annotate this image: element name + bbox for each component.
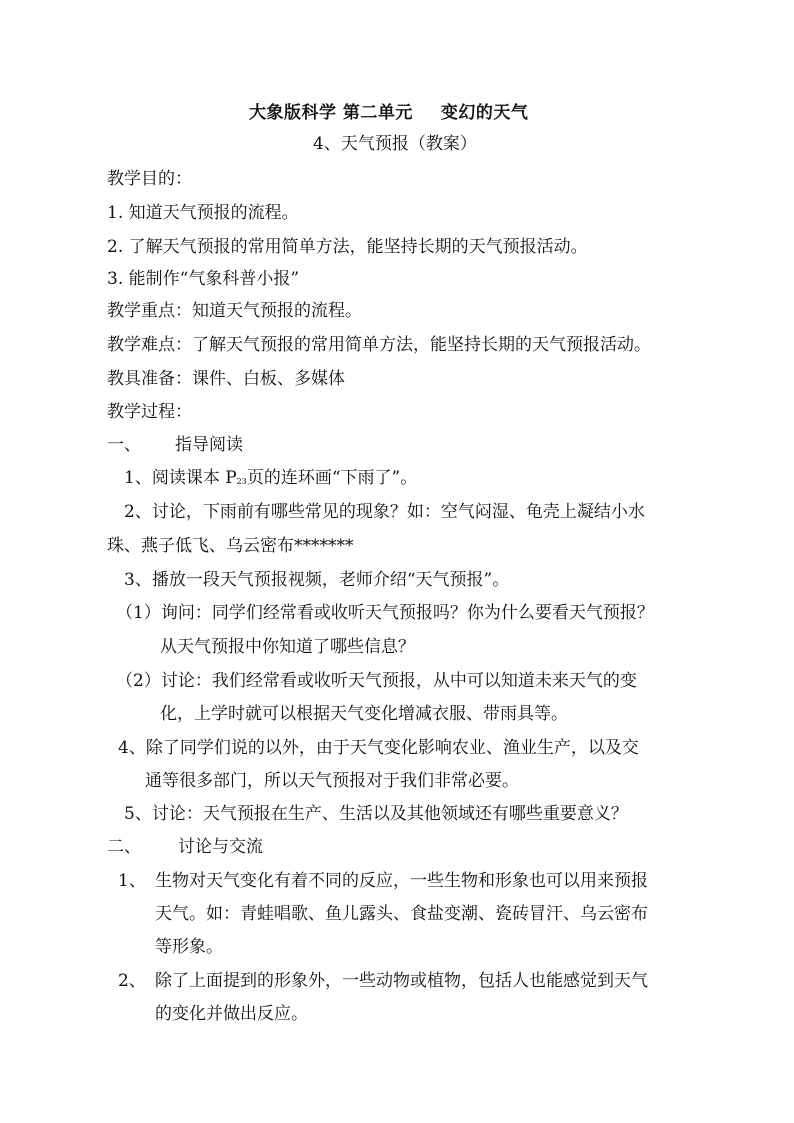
section-2-item-1-line-3: 等形象。 [155, 937, 223, 957]
tools: 教具准备：课件、白板、多媒体 [107, 369, 345, 389]
section-1-item-4-line-2: 通等很多部门，所以天气预报对于我们非常必要。 [145, 771, 519, 791]
objective-1: 1. 知道天气预报的流程。 [107, 203, 299, 223]
section-2-item-2-line-1: 除了上面提到的形象外，一些动物或植物，包括人也能感觉到天气 [155, 971, 648, 991]
section-1-item-3: 3、播放一段天气预报视频，老师介绍“天气预报”。 [124, 570, 510, 590]
section-1-sub-2-line-2: 化，上学时就可以根据天气变化增减衣服、带雨具等。 [160, 704, 568, 724]
section-2-item-2-line-2: 的变化并做出反应。 [155, 1004, 308, 1024]
section-2-number: 二、 [107, 837, 141, 857]
section-1-heading [107, 434, 243, 456]
section-1-item-2-line-2: 珠、燕子低飞、乌云密布******* [107, 536, 354, 556]
item-1-prefix: 1、阅读课本 P [124, 468, 237, 488]
section-1-item-2-line-1: 2、讨论，下雨前有哪些常见的现象？如：空气闷湿、龟壳上凝结小水 [124, 502, 645, 522]
item-1-page: 23 [236, 477, 247, 486]
section-2-item-1-line-1: 生物对天气变化有着不同的反应，一些生物和形象也可以用来预报 [155, 871, 648, 891]
objective-3: 3. 能制作“气象科普小报” [107, 269, 300, 289]
section-1-sub-1-line-1: （1）询问：同学们经常看或收听天气预报吗？你为什么要看天气预报？ [116, 603, 654, 623]
objectives-heading: 教学目的： [107, 169, 192, 189]
objective-2: 2. 了解天气预报的常用简单方法，能坚持长期的天气预报活动。 [107, 237, 588, 257]
section-1-sub-2-line-1: （2）讨论：我们经常看或收听天气预报，从中可以知道未来天气的变 [116, 671, 637, 691]
section-1-item-1 [124, 467, 417, 493]
document-subtitle: 4、天气预报（教案） [313, 134, 477, 154]
process-heading: 教学过程： [107, 402, 192, 422]
difficulty: 教学难点：了解天气预报的常用简单方法，能坚持长期的天气预报活动。 [107, 335, 651, 355]
section-2-item-2-number: 2、 [118, 971, 146, 991]
item-1-suffix: 页的连环画“下雨了”。 [246, 468, 418, 488]
section-1-sub-1-line-2: 从天气预报中你知道了哪些信息？ [160, 637, 415, 657]
section-2-heading [107, 836, 263, 858]
section-1-title: 指导阅读 [175, 435, 243, 455]
key-point: 教学重点：知道天气预报的流程。 [107, 301, 362, 321]
title-main: 大象版科学 第二单元 [249, 103, 413, 123]
document-title [249, 102, 528, 124]
section-2-item-1-line-2: 天气。如：青蛙唱歌、鱼儿露头、食盐变潮、瓷砖冒汗、乌云密布 [155, 904, 648, 924]
title-unit: 变幻的天气 [440, 103, 529, 123]
section-1-number: 一、 [107, 435, 141, 455]
section-1-item-4-line-1: 4、除了同学们说的以外，由于天气变化影响农业、渔业生产，以及交 [118, 738, 639, 758]
section-2-title: 讨论与交流 [178, 837, 263, 857]
section-1-item-5: 5、讨论：天气预报在生产、生活以及其他领域还有哪些重要意义？ [124, 804, 628, 824]
section-2-item-1-number: 1、 [118, 871, 146, 891]
